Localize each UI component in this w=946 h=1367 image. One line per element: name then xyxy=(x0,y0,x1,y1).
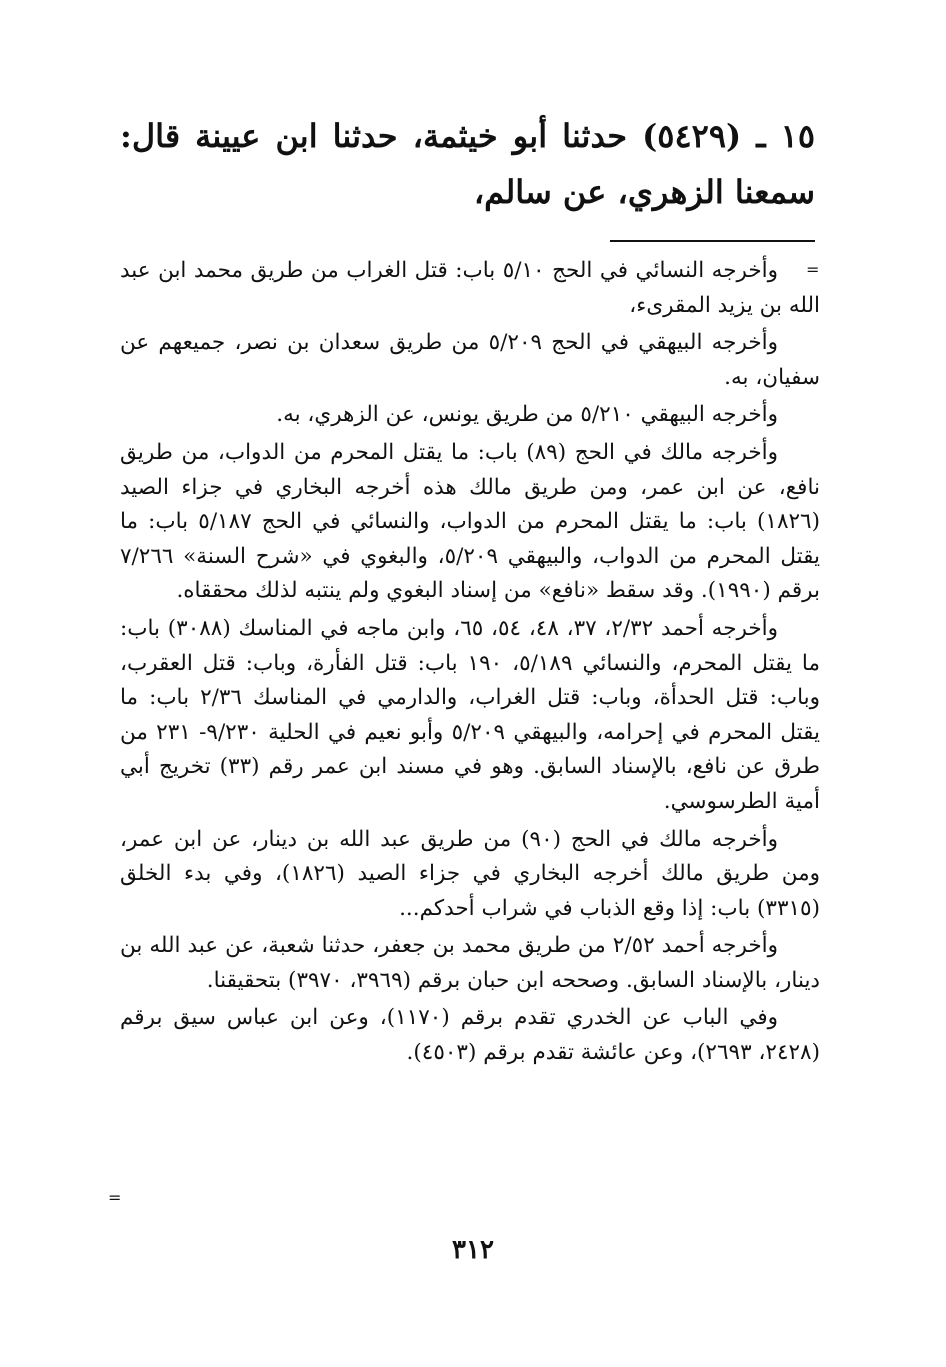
footnote-continuation-end-mark: = xyxy=(108,1188,122,1207)
footnote-paragraph-7: وأخرجه أحمد ٢/٥٢ من طريق محمد بن جعفر، حدثنا شعبة، عن عبد الله بن دينار، بالإسناد السابق. وصححه ابن حبان برقم (٣٩٦٩، ٣٩٧٠) بتحقيقنا. xyxy=(120,933,820,993)
footnote-separator-rule xyxy=(610,240,815,242)
footnote-paragraph-2: وأخرجه البيهقي في الحج ٥/٢٠٩ من طريق سعدان بن نصر، جميعهم عن سفيان، به. xyxy=(120,330,820,390)
footnote-paragraph-3: وأخرجه البيهقي ٥/٢١٠ من طريق يونس، عن الزهري، به. xyxy=(276,402,778,428)
footnote-paragraph-1: وأخرجه النسائي في الحج ٥/١٠ باب: قتل الغراب من طريق محمد ابن عبد الله بن يزيد المقرىء، xyxy=(120,258,820,318)
footnote-paragraph-4: وأخرجه مالك في الحج (٨٩) باب: ما يقتل المحرم من الدواب، من طريق نافع، عن ابن عمر، ومن طريق مالك هذه أخرجه البخاري في جزاء الصيد (١٨٢٦) باب: ما يقتل المحرم من الدواب، والنسائي في الحج ٥/١٨٧ باب: ما يقتل المحرم من الدواب، والبيهقي ٥/٢٠٩، والبغوي في «شرح السنة» ٧/٢٦٦ برقم (١٩٩٠). وقد سقط «نافع» من إسناد البغوي ولم ينتبه لذلك محققاه. xyxy=(120,439,821,604)
footnote-paragraph-6: وأخرجه مالك في الحج (٩٠) من طريق عبد الله بن دينار، عن ابن عمر، ومن طريق مالك أخرجه البخاري في جزاء الصيد (١٨٢٦)، وفي بدء الخلق (٣٣١٥) باب: إذا وقع الذباب في شراب أحدكم... xyxy=(120,826,820,921)
footnotes-block xyxy=(120,254,820,1074)
hadith-text-block xyxy=(120,108,815,220)
footnote-paragraph-8: وفي الباب عن الخدري تقدم برقم (١١٧٠)، وعن ابن عباس سيق برقم (٢٤٢٨، ٢٦٩٣)، وعن عائشة تقدم برقم (٤٥٠٣). xyxy=(120,1005,820,1066)
hadith-paragraph: ١٥ ـ (٥٤٢٩) حدثنا أبو خيثمة، حدثنا ابن عيينة قال: سمعنا الزهري، عن سالم، xyxy=(120,117,816,211)
page-number: ٣١٢ xyxy=(452,1235,494,1265)
footnote-paragraph-5: وأخرجه أحمد ٢/٣٢، ٣٧، ٤٨، ٥٤، ٦٥، وابن ماجه في المناسك (٣٠٨٨) باب: ما يقتل المحرم، والنسائي ٥/١٨٩، ١٩٠ باب: قتل الفأرة، وباب: قتل العقرب، وباب: قتل الحدأة، وباب: قتل الغراب، والدارمي في المناسك ٢/٣٦ باب: ما يقتل المحرم في إحرامه، والبيهقي ٥/٢٠٩ وأبو نعيم في الحلية ٩/٢٣٠- ٢٣١ من طرق عن نافع، بالإسناد السابق. وهو في مسند ابن عمر رقم (٣٣) تخريج أبي أمية الطرسوسي. xyxy=(120,615,820,814)
footnote-continuation-start-mark: = xyxy=(806,260,820,279)
